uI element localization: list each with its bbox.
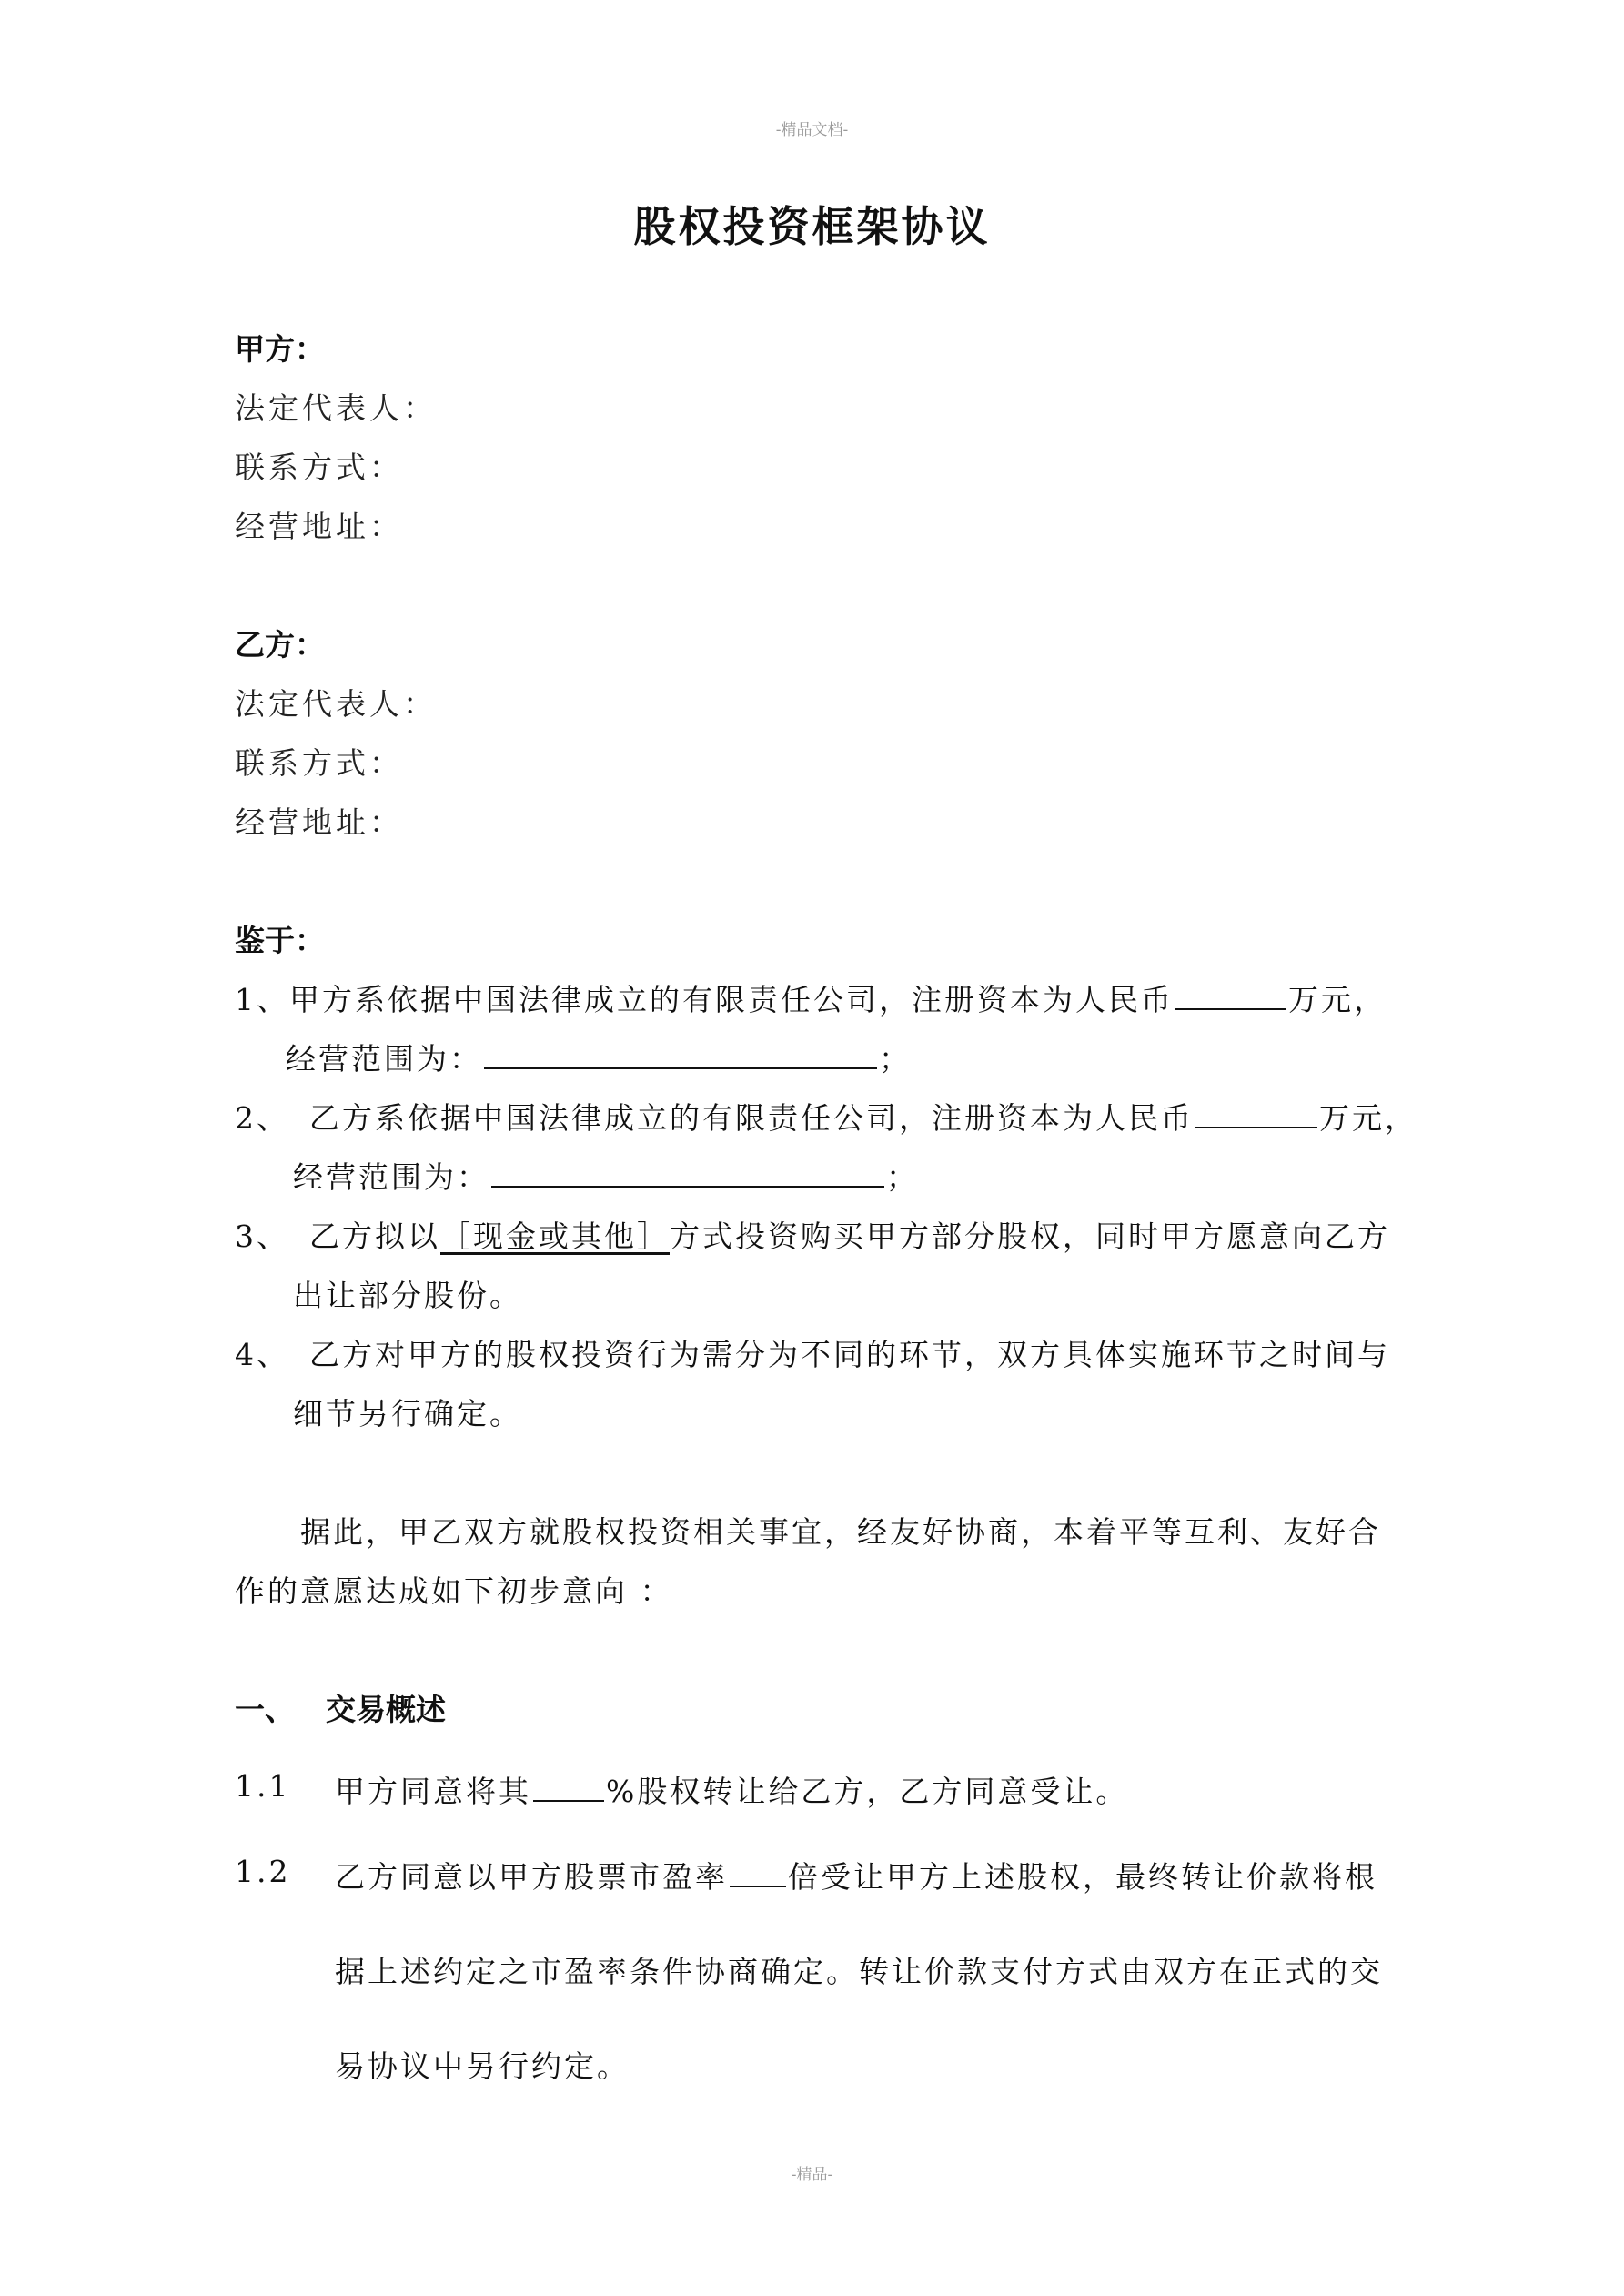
party-a-contact-label: 联系方式： (235, 450, 403, 485)
clause-text: 乙方同意以甲方股票市盈率 (335, 1859, 728, 1895)
item-number: 2、 (235, 1100, 289, 1136)
whereas-item-2 (235, 1095, 1417, 1138)
section-number: 一、 (235, 1692, 295, 1727)
party-b-rep-label: 法定代表人： (235, 686, 437, 722)
document-title: 股权投资框架协议 (633, 202, 991, 251)
capital-blank[interactable] (1195, 1099, 1317, 1128)
party-b-heading: 乙方： (235, 627, 325, 663)
item-text: 乙方对甲方的股权投资行为需分为不同的环节，双方具体实施环节之时间与 (309, 1337, 1390, 1372)
pe-multiple-blank[interactable] (730, 1858, 786, 1887)
business-scope-blank[interactable] (491, 1158, 884, 1188)
clause-1-2-number: 1.2 (235, 1854, 291, 1889)
whereas-item-4 (235, 1331, 1390, 1374)
whereas-item-1 (235, 976, 1387, 1019)
clause-1-2 (335, 1854, 1377, 1896)
clause-1-2-line-3: 易协议中另行约定。 (335, 2048, 630, 2084)
item-text: ； (886, 1159, 919, 1195)
party-b-contact-label: 联系方式： (235, 745, 403, 781)
whereas-item-3-cont: 出让部分股份。 (293, 1278, 522, 1313)
party-b-address-label: 经营地址： (235, 804, 403, 840)
item-text: 乙方拟以 (309, 1219, 440, 1254)
clause-1-1 (335, 1768, 1128, 1811)
page-footer: -精品- (791, 2166, 833, 2184)
item-text: 经营范围为： (293, 1159, 489, 1195)
intro-line-2: 作的意愿达成如下初步意向 ： (235, 1573, 673, 1609)
section-title: 交易概述 (326, 1692, 446, 1727)
item-text: 方式投资购买甲方部分股权，同时甲方愿意向乙方 (670, 1219, 1390, 1254)
party-a-address-label: 经营地址： (235, 509, 403, 544)
whereas-item-4-cont: 细节另行确定。 (293, 1396, 522, 1431)
item-number: 3、 (235, 1219, 289, 1254)
investment-method-field[interactable]: ［现金或其他］ (440, 1219, 670, 1254)
whereas-item-1-cont (286, 1036, 912, 1078)
party-a-rep-label: 法定代表人： (235, 390, 437, 426)
clause-text: 甲方同意将其 (335, 1774, 531, 1809)
section-1-heading (235, 1686, 446, 1729)
capital-blank[interactable] (1175, 981, 1286, 1010)
item-text: 万元， (1319, 1100, 1417, 1136)
whereas-item-2-cont (293, 1154, 919, 1197)
business-scope-blank[interactable] (484, 1040, 877, 1069)
item-text: 万元， (1288, 982, 1387, 1017)
clause-text: 倍受让甲方上述股权，最终转让价款将根 (788, 1859, 1377, 1895)
item-text: ； (879, 1041, 912, 1077)
item-text: 乙方系依据中国法律成立的有限责任公司，注册资本为人民币 (309, 1100, 1194, 1136)
clause-1-2-line-2: 据上述约定之市盈率条件协商确定。转让价款支付方式由双方在正式的交 (335, 1954, 1383, 1989)
item-text: 经营范围为： (286, 1041, 482, 1077)
whereas-item-3 (235, 1213, 1390, 1256)
intro-line-1: 据此，甲乙双方就股权投资相关事宜，经友好协商，本着平等互利、友好合 (300, 1514, 1381, 1550)
item-text: 甲方系依据中国法律成立的有限责任公司，注册资本为人民币 (289, 982, 1174, 1017)
whereas-heading: 鉴于： (235, 923, 325, 958)
item-number: 4、 (235, 1337, 289, 1372)
clause-1-1-number: 1.1 (235, 1768, 291, 1804)
equity-percent-blank[interactable] (533, 1773, 604, 1802)
item-number: 1、 (235, 982, 289, 1017)
party-a-heading: 甲方： (235, 331, 325, 367)
clause-text: %股权转让给乙方，乙方同意受让。 (606, 1774, 1129, 1809)
page-header: -精品文档- (775, 121, 849, 139)
